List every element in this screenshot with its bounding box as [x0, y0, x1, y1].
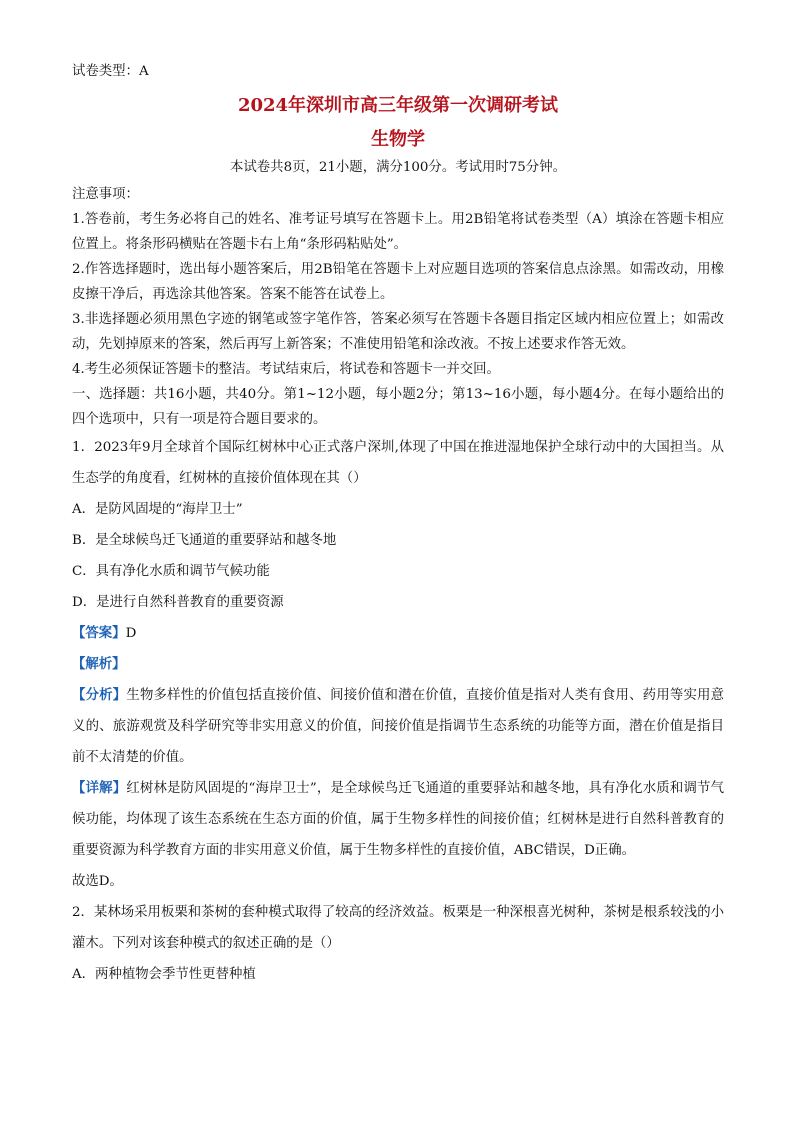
q1-fenxi: [72, 680, 724, 773]
q1-answer: [72, 618, 724, 649]
fenxi-text: 生物多样性的价值包括直接价值、间接价值和潜在价值，直接价值是指对人类有食用、药用等实用意义的、旅游观赏及科学研究等非实用意义的价值，间接价值是指调节生态系统的功能等方面，潜在价值是指目前不太清楚的价值。: [72, 688, 725, 765]
paper-type: 试卷类型：A: [72, 64, 149, 79]
exam-title: 2024年深圳市高三年级第一次调研考试: [237, 95, 559, 116]
fenxi-tag: 【分析】: [72, 687, 127, 703]
note-item-3: 3.非选择题必须用黑色字迹的钢笔或签字笔作答，答案必须写在答题卡各题目指定区域内相应位置上；如需改动，先划掉原来的答案，然后再写上新答案；不准使用铅笔和涂改液。不按上述要求作答无效。: [72, 312, 724, 352]
exam-info: 本试卷共8页，21小题，满分100分。考试用时75分钟。: [230, 160, 566, 175]
note-item-1: 1.答卷前，考生务必将自己的姓名、准考证号填写在答题卡上。用2B铅笔将试卷类型（A）填涂在答题卡相应位置上。将条形码横贴在答题卡右上角“条形码粘贴处”。: [72, 212, 724, 252]
q1-option-d: D．是进行自然科普教育的重要资源: [72, 595, 284, 610]
q1-analysis-heading: [72, 649, 724, 680]
exam-page: [72, 62, 724, 990]
q1-option-c: C．具有净化水质和调节气候功能: [72, 564, 270, 579]
notes-heading: 注意事项：: [72, 187, 139, 202]
subject-title: 生物学: [371, 129, 425, 150]
analysis-tag: 【解析】: [72, 656, 126, 672]
note-item-4: 4.考生必须保证答题卡的整洁。考试结束后，将试卷和答题卡一并交回。: [72, 362, 500, 377]
answer-tag: 【答案】: [72, 625, 126, 641]
q2-stem: 2．某林场采用板栗和茶树的套种模式取得了较高的经济效益。板栗是一种深根喜光树种，茶树是根系较浅的小灌木。下列对该套种模式的叙述正确的是（）: [72, 905, 724, 951]
q1-option-b: B．是全球候鸟迁飞通道的重要驿站和越冬地: [72, 533, 337, 548]
q1-stem: 1．2023年9月全球首个国际红树林中心正式落户深圳,体现了中国在推进湿地保护全球行动中的大国担当。从生态学的角度看，红树林的直接价值体现在其（）: [72, 440, 724, 486]
q1-option-a: A．是防风固堤的“海岸卫士”: [72, 502, 243, 517]
q1-xiangjie: [72, 773, 724, 866]
q1-conclusion: 故选D。: [72, 874, 123, 889]
section1-intro: 一、选择题：共16小题，共40分。第1~12小题，每小题2分；第13~16小题，每小题4分。在每小题给出的四个选项中，只有一项是符合题目要求的。: [72, 387, 724, 427]
q2-option-a: A．两种植物会季节性更替种植: [72, 967, 256, 982]
xiangjie-tag: 【详解】: [72, 780, 127, 796]
xiangjie-text: 红树林是防风固堤的“海岸卫士”，是全球候鸟迁飞通道的重要驿站和越冬地，具有净化水质和调节气候功能，均体现了该生态系统在生态方面的价值，属于生物多样性的间接价值；红树林是进行自然科普教育的重要资源为科学教育方面的非实用意义价值，属于生物多样性的直接价值，ABC错误，D正确。: [72, 781, 724, 858]
answer-value: D: [125, 626, 137, 641]
note-item-2: 2.作答选择题时，选出每小题答案后，用2B铅笔在答题卡上对应题目选项的答案信息点涂黑。如需改动，用橡皮擦干净后，再选涂其他答案。答案不能答在试卷上。: [72, 262, 724, 302]
